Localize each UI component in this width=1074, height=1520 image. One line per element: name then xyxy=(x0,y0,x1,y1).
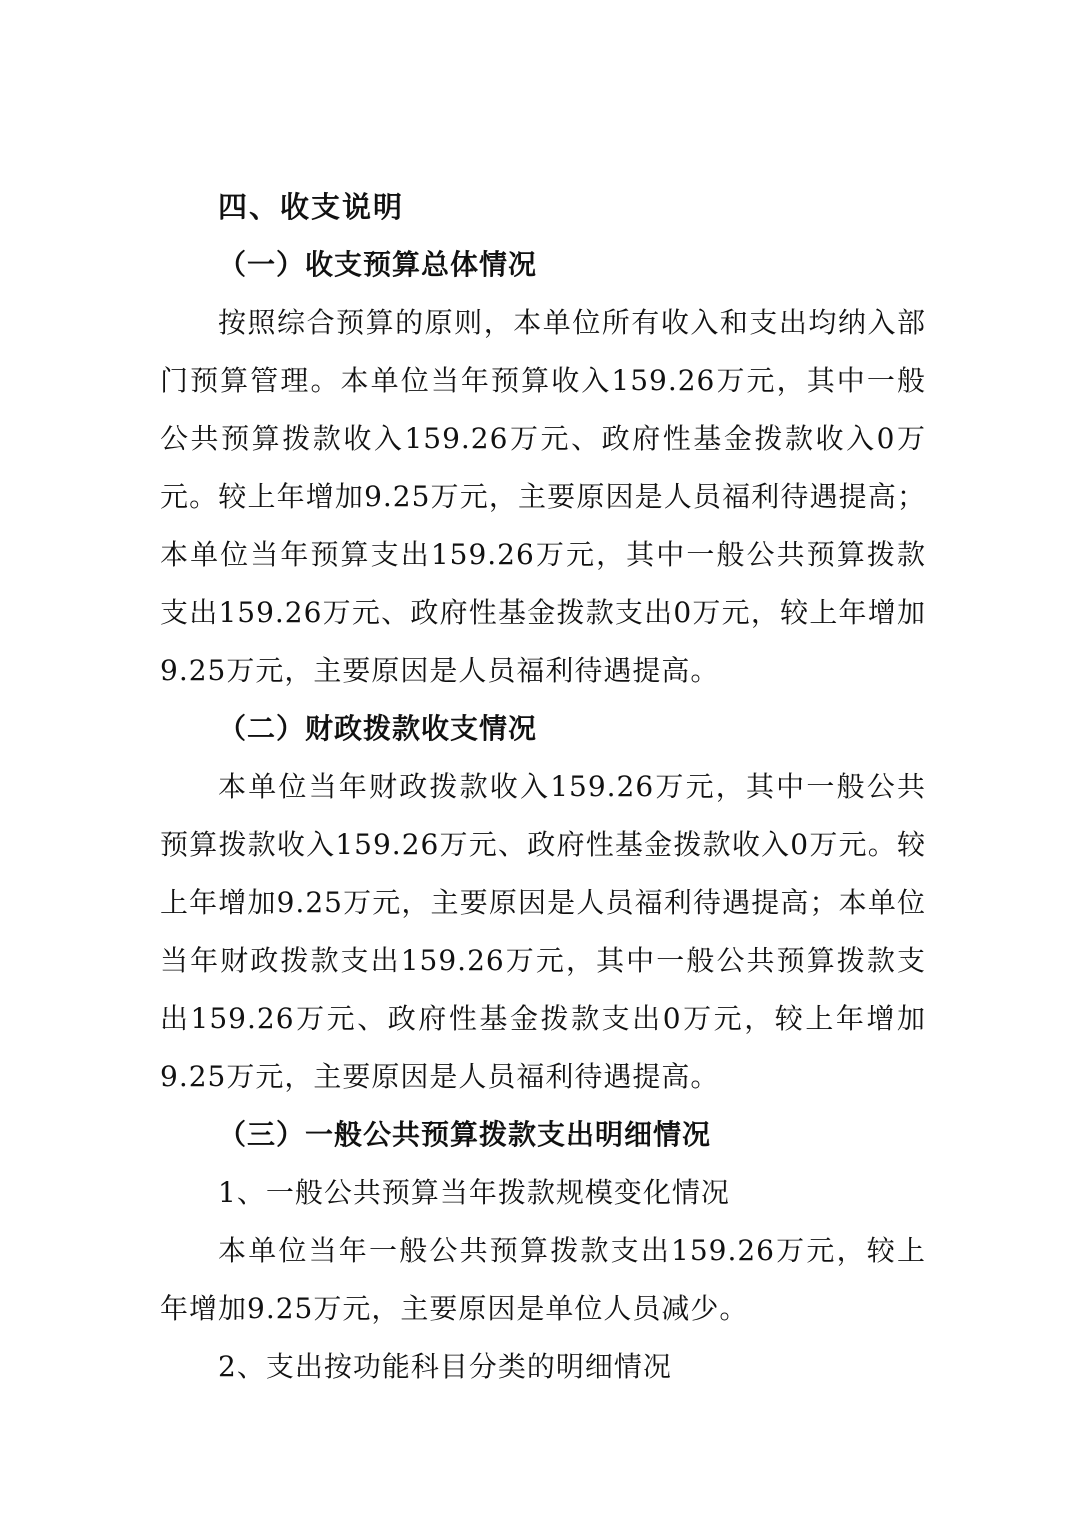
subsection-2-paragraph: 本单位当年财政拨款收入159.26万元，其中一般公共预算拨款收入159.26万元、政府性基金拨款收入0万元。较上年增加9.25万元，主要原因是人员福利待遇提高；本单位当年财政拨款支出159.26万元，其中一般公共预算拨款支出159.26万元、政府性基金拨款支出0万元，较上年增加9.25万元，主要原因是人员福利待遇提高。 xyxy=(160,770,926,1093)
subsection-heading-3: （三）一般公共预算拨款支出明细情况 xyxy=(218,1118,712,1151)
subsection-1-paragraph: 按照综合预算的原则，本单位所有收入和支出均纳入部门预算管理。本单位当年预算收入159.26万元，其中一般公共预算拨款收入159.26万元、政府性基金拨款收入0万元。较上年增加9.25万元，主要原因是人员福利待遇提高；本单位当年预算支出159.26万元，其中一般公共预算拨款支出159.26万元、政府性基金拨款支出0万元，较上年增加9.25万元，主要原因是人员福利待遇提高。 xyxy=(160,306,926,687)
document-body xyxy=(160,178,926,1396)
subsection-heading-2: （二）财政拨款收支情况 xyxy=(218,712,538,745)
list-item-1-title: 1、一般公共预算当年拨款规模变化情况 xyxy=(218,1176,730,1209)
list-item-1-paragraph: 本单位当年一般公共预算拨款支出159.26万元，较上年增加9.25万元，主要原因是单位人员减少。 xyxy=(160,1234,926,1325)
section-heading: 四、收支说明 xyxy=(218,190,405,224)
list-item-2-title: 2、支出按功能科目分类的明细情况 xyxy=(218,1350,672,1383)
subsection-heading-1: （一）收支预算总体情况 xyxy=(218,248,538,281)
